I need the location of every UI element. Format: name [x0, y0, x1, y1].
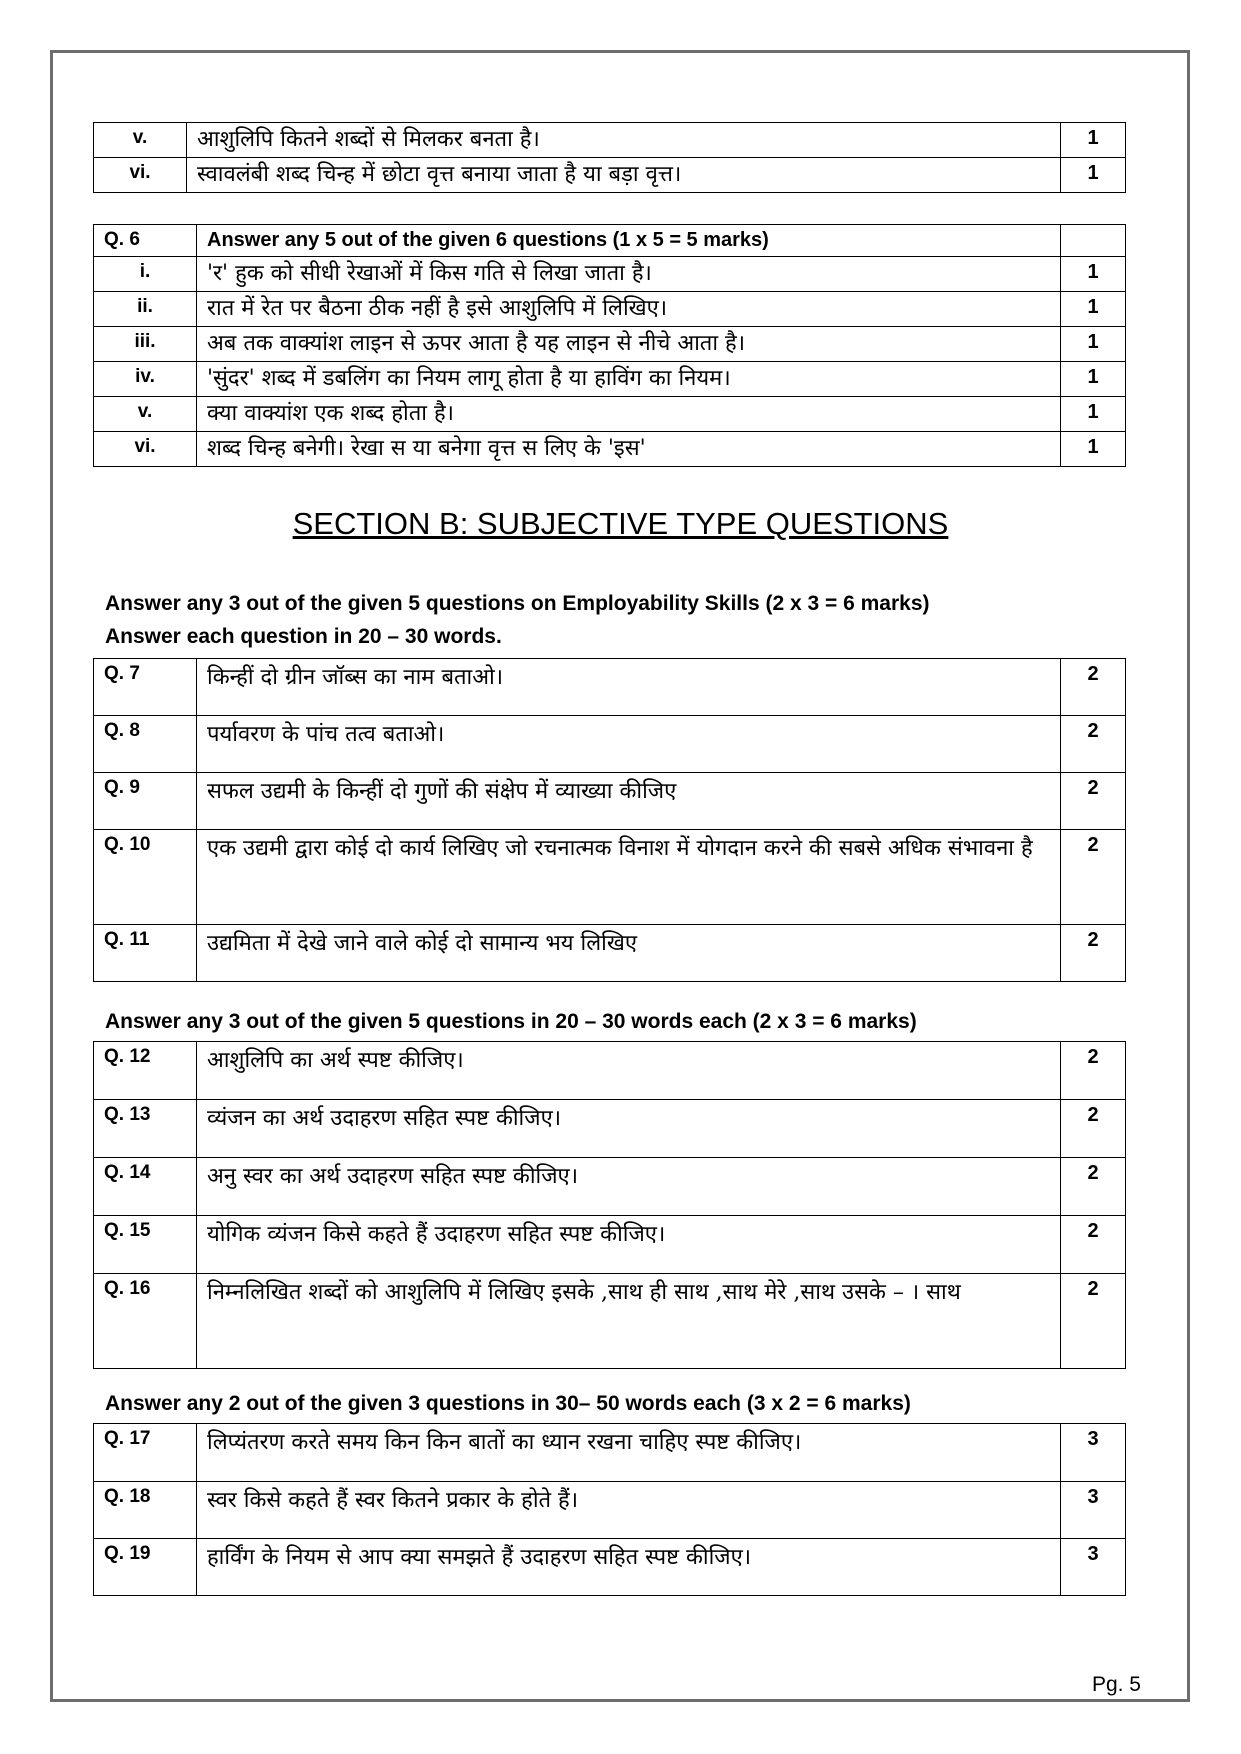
- question-number: vi.: [94, 432, 197, 467]
- question-text: सफल उद्यमी के किन्हीं दो गुणों की संक्षेप में व्याख्या कीजिए: [197, 773, 1061, 830]
- table-row: [94, 1482, 1126, 1539]
- question-text: 'सुंदर' शब्द में डबलिंग का नियम लागू होता है या हाविंग का नियम।: [197, 362, 1061, 397]
- group1-instruction-words: Answer each question in 20 – 30 words.: [105, 625, 502, 648]
- table-row: [94, 158, 1126, 193]
- table-row: [94, 1158, 1126, 1216]
- table-row: [94, 1539, 1126, 1596]
- question-marks: 2: [1061, 1100, 1126, 1158]
- page-number: Pg. 5: [1091, 1673, 1141, 1696]
- question-number: Q. 9: [94, 773, 197, 830]
- question-text: उद्यमिता में देखे जाने वाले कोई दो सामान्य भय लिखिए: [197, 925, 1061, 982]
- question-marks: 2: [1061, 1274, 1126, 1369]
- question-marks: 1: [1061, 158, 1126, 193]
- table-row: [94, 773, 1126, 830]
- question-number: Q. 14: [94, 1158, 197, 1216]
- table-row: [94, 432, 1126, 467]
- question-text: आशुलिपि कितने शब्दों से मिलकर बनता है।: [187, 123, 1061, 158]
- table-row: [94, 1274, 1126, 1369]
- question-text: व्यंजन का अर्थ उदाहरण सहित स्पष्ट कीजिए।: [197, 1100, 1061, 1158]
- group1-instruction: Answer any 3 out of the given 5 questions on Employability Skills (2 x 3 = 6 marks): [105, 592, 930, 615]
- question-number: Q. 12: [94, 1042, 197, 1100]
- question-number: ii.: [94, 292, 197, 327]
- question-marks: 2: [1061, 1216, 1126, 1274]
- question-text: रात में रेत पर बैठना ठीक नहीं है इसे आशुलिपि में लिखिए।: [197, 292, 1061, 327]
- table-header-row: [94, 225, 1126, 257]
- question-text: हार्विंग के नियम से आप क्या समझते हैं उदाहरण सहित स्पष्ट कीजिए।: [197, 1539, 1061, 1596]
- question-marks: 1: [1061, 362, 1126, 397]
- question-marks: 2: [1061, 716, 1126, 773]
- question-text: एक उद्यमी द्वारा कोई दो कार्य लिखिए जो रचनात्मक विनाश में योगदान करने की सबसे अधिक संभावना है: [197, 830, 1061, 925]
- group2-instruction: Answer any 3 out of the given 5 questions in 20 – 30 words each (2 x 3 = 6 marks): [105, 1010, 917, 1033]
- table-row: [94, 362, 1126, 397]
- question-number: Q. 15: [94, 1216, 197, 1274]
- question-number: Q. 16: [94, 1274, 197, 1369]
- question-number: Q. 18: [94, 1482, 197, 1539]
- question-text: 'र' हुक को सीधी रेखाओं में किस गति से लिखा जाता है।: [197, 257, 1061, 292]
- question-number: Q. 17: [94, 1424, 197, 1482]
- table-row: [94, 1216, 1126, 1274]
- questions-table-group3: [93, 1423, 1126, 1596]
- table-row: [94, 327, 1126, 362]
- question-marks: 2: [1061, 1158, 1126, 1216]
- question-text: अनु स्वर का अर्थ उदाहरण सहित स्पष्ट कीजिए।: [197, 1158, 1061, 1216]
- table-row: [94, 1100, 1126, 1158]
- group3-instruction: Answer any 2 out of the given 3 questions in 30– 50 words each (3 x 2 = 6 marks): [105, 1392, 911, 1415]
- question-marks: 2: [1061, 1042, 1126, 1100]
- question-number: iii.: [94, 327, 197, 362]
- question-number: Q. 11: [94, 925, 197, 982]
- question-number: Q. 8: [94, 716, 197, 773]
- question-number: Q. 6: [94, 225, 197, 257]
- table-row: [94, 257, 1126, 292]
- question-marks: 2: [1061, 925, 1126, 982]
- question-text: लिप्यंतरण करते समय किन किन बातों का ध्यान रखना चाहिए स्पष्ट कीजिए।: [197, 1424, 1061, 1482]
- question-text: आशुलिपि का अर्थ स्पष्ट कीजिए।: [197, 1042, 1061, 1100]
- question-text: किन्हीं दो ग्रीन जॉब्स का नाम बताओ।: [197, 659, 1061, 716]
- section-b-title: SECTION B: SUBJECTIVE TYPE QUESTIONS: [292, 506, 949, 541]
- question-marks: 3: [1061, 1482, 1126, 1539]
- table-row: [94, 123, 1126, 158]
- questions-table-a: [93, 122, 1126, 193]
- questions-table-group1: [93, 658, 1126, 982]
- question-number: i.: [94, 257, 197, 292]
- question-text: पर्यावरण के पांच तत्व बताओ।: [197, 716, 1061, 773]
- question-marks: 1: [1061, 257, 1126, 292]
- question-number: Q. 7: [94, 659, 197, 716]
- question-text: स्वावलंबी शब्द चिन्ह में छोटा वृत्त बनाया जाता है या बड़ा वृत्त।: [187, 158, 1061, 193]
- table-row: [94, 292, 1126, 327]
- table-row: [94, 716, 1126, 773]
- question-number: Q. 10: [94, 830, 197, 925]
- question-marks: 1: [1061, 397, 1126, 432]
- question-marks: 1: [1061, 432, 1126, 467]
- table-row: [94, 925, 1126, 982]
- table-row: [94, 659, 1126, 716]
- table-row: [94, 397, 1126, 432]
- question-marks: 2: [1061, 830, 1126, 925]
- question-number: v.: [94, 123, 187, 158]
- question-number: vi.: [94, 158, 187, 193]
- question-marks-empty: [1061, 225, 1126, 257]
- question-number: iv.: [94, 362, 197, 397]
- question-text: निम्नलिखित शब्दों को आशुलिपि में लिखिए इसके ,साथ ही साथ ,साथ मेरे ,साथ उसके – । साथ: [197, 1274, 1061, 1369]
- questions-table-q6: [93, 224, 1126, 467]
- question-text: स्वर किसे कहते हैं स्वर कितने प्रकार के होते हैं।: [197, 1482, 1061, 1539]
- question-marks: 1: [1061, 123, 1126, 158]
- question-marks: 3: [1061, 1424, 1126, 1482]
- question-marks: 2: [1061, 773, 1126, 830]
- question-text: योगिक व्यंजन किसे कहते हैं उदाहरण सहित स्पष्ट कीजिए।: [197, 1216, 1061, 1274]
- question-marks: 3: [1061, 1539, 1126, 1596]
- table-row: [94, 1424, 1126, 1482]
- table-row: [94, 830, 1126, 925]
- question-marks: 2: [1061, 659, 1126, 716]
- question-text: क्या वाक्यांश एक शब्द होता है।: [197, 397, 1061, 432]
- question-instruction: Answer any 5 out of the given 6 questions (1 x 5 = 5 marks): [197, 225, 1061, 257]
- table-row: [94, 1042, 1126, 1100]
- question-marks: 1: [1061, 292, 1126, 327]
- question-number: Q. 13: [94, 1100, 197, 1158]
- question-number: v.: [94, 397, 197, 432]
- questions-table-group2: [93, 1041, 1126, 1369]
- question-text: अब तक वाक्यांश लाइन से ऊपर आता है यह लाइन से नीचे आता है।: [197, 327, 1061, 362]
- question-text: शब्द चिन्ह बनेगी। रेखा स या बनेगा वृत्त स लिए के 'इस': [197, 432, 1061, 467]
- question-marks: 1: [1061, 327, 1126, 362]
- question-number: Q. 19: [94, 1539, 197, 1596]
